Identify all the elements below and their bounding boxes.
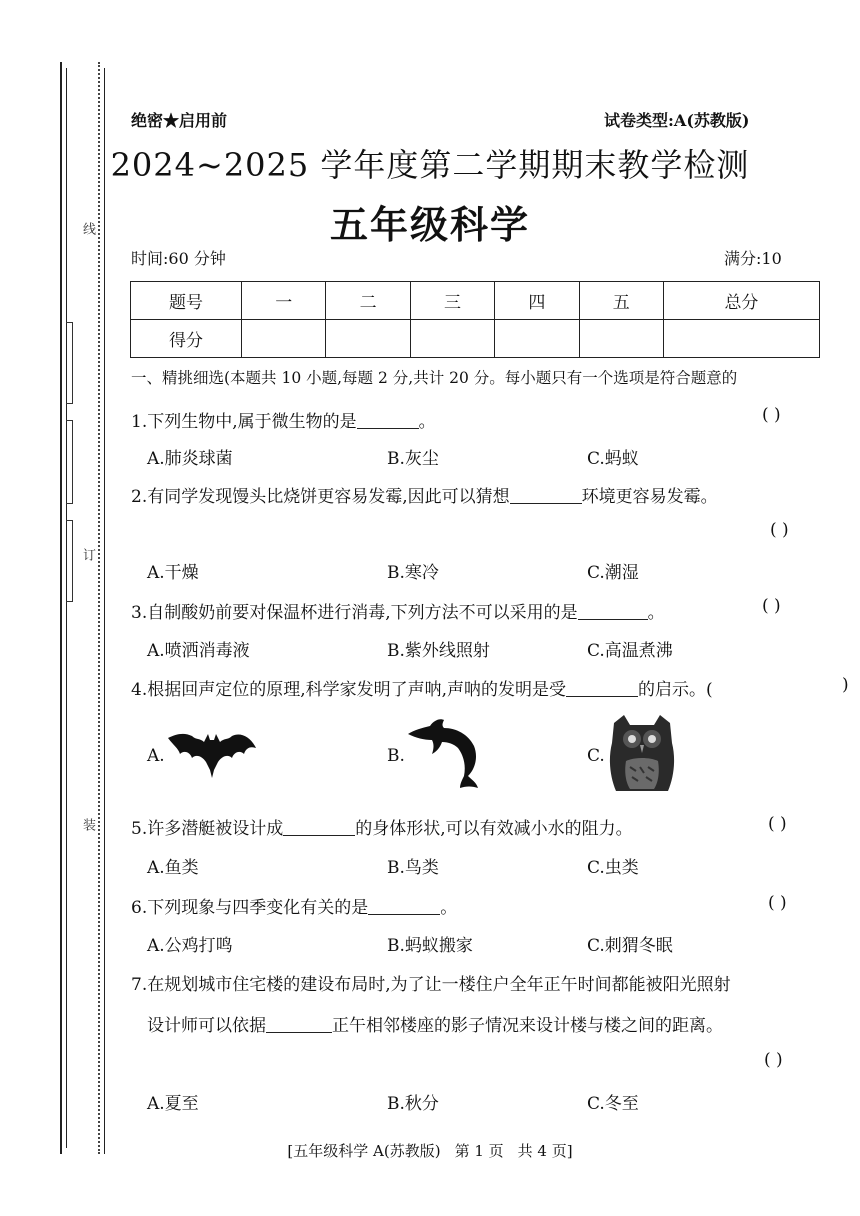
table-cell: 得分 [131, 320, 242, 358]
option-c[interactable]: C.潮湿 [587, 563, 639, 583]
table-cell: 题号 [131, 282, 242, 320]
question-stem-end: 正午相邻楼座的影子情况来设计楼与楼之间的距离。 [332, 1016, 723, 1036]
table-cell: 五 [579, 282, 663, 320]
owl-image[interactable] [606, 713, 678, 793]
question-6 [131, 893, 457, 918]
answer-blank[interactable] [510, 486, 582, 504]
option-a[interactable]: A.肺炎球菌 [147, 449, 233, 469]
score-input-cell[interactable] [410, 320, 494, 358]
option-b[interactable]: B.灰尘 [387, 449, 439, 469]
question-stem-end: 的启示。( [638, 680, 713, 700]
exam-title: 2024~2025 学年度第二学期期末教学检测 [110, 146, 750, 184]
option-c[interactable]: C.高温煮沸 [587, 641, 673, 661]
answer-parentheses[interactable]: ( ) [762, 596, 781, 616]
question-1 [131, 407, 436, 432]
paper-type: 试卷类型:A(苏教版) [604, 111, 750, 130]
score-input-cell[interactable] [663, 320, 819, 358]
option-b[interactable]: B. [387, 746, 405, 766]
option-a[interactable]: A.公鸡打鸣 [147, 936, 233, 956]
question-stem-end: 。 [647, 603, 665, 623]
question-3 [131, 598, 665, 623]
question-stem-end: 。 [440, 898, 458, 918]
footer-subject: [五年级科学 A(苏教版) [287, 1142, 441, 1160]
option-c[interactable]: C.刺猬冬眠 [587, 936, 673, 956]
option-c[interactable]: C.蚂蚁 [587, 449, 639, 469]
answer-parentheses[interactable]: ( ) [768, 893, 787, 913]
question-5 [131, 814, 633, 839]
binding-bracket [66, 322, 73, 404]
option-b[interactable]: B.紫外线照射 [387, 641, 490, 661]
exam-time: 时间:60 分钟 [131, 249, 226, 268]
section-heading: 一、精挑细选(本题共 10 小题,每题 2 分,共计 20 分。每小题只有一个选项是符合题意的 [131, 369, 738, 387]
answer-parentheses[interactable]: ) [842, 675, 849, 695]
binding-label: 装 [80, 818, 95, 831]
table-cell: 四 [495, 282, 579, 320]
question-stem: 1.下列生物中,属于微生物的是 [131, 412, 357, 432]
answer-blank[interactable] [368, 897, 440, 915]
question-stem: 3.自制酸奶前要对保温杯进行消毒,下列方法不可以采用的是 [131, 603, 578, 623]
answer-blank[interactable] [283, 818, 355, 836]
answer-parentheses[interactable]: ( ) [764, 1050, 783, 1070]
question-4 [131, 675, 713, 700]
answer-blank[interactable] [266, 1015, 332, 1033]
answer-parentheses[interactable]: ( ) [770, 520, 789, 540]
score-input-cell[interactable] [326, 320, 410, 358]
question-2 [131, 482, 718, 507]
table-row [131, 282, 820, 320]
question-7-line-2 [147, 1011, 723, 1036]
table-cell: 三 [410, 282, 494, 320]
question-stem-end: 环境更容易发霉。 [581, 487, 718, 507]
table-cell: 总分 [663, 282, 819, 320]
answer-blank[interactable] [578, 602, 648, 620]
binding-label: 订 [80, 548, 95, 561]
score-input-cell[interactable] [242, 320, 326, 358]
footer-page-number: 第 1 页 [454, 1142, 504, 1160]
question-stem: 4.根据回声定位的原理,科学家发明了声呐,声呐的发明是受 [131, 680, 567, 700]
bat-image[interactable] [166, 726, 258, 780]
score-input-cell[interactable] [495, 320, 579, 358]
table-cell: 二 [326, 282, 410, 320]
table-cell: 一 [242, 282, 326, 320]
secret-mark: 绝密★启用前 [131, 111, 228, 130]
subject-title: 五年级科学 [329, 203, 530, 247]
option-a[interactable]: A. [147, 746, 165, 766]
binding-bracket [66, 420, 73, 504]
footer-page-total: 共 4 页] [517, 1142, 573, 1160]
option-a[interactable]: A.喷洒消毒液 [147, 641, 250, 661]
option-a[interactable]: A.干燥 [147, 563, 199, 583]
table-row [131, 320, 820, 358]
question-stem: 6.下列现象与四季变化有关的是 [131, 898, 369, 918]
option-a[interactable]: A.夏至 [147, 1094, 199, 1114]
answer-blank[interactable] [566, 679, 638, 697]
option-c[interactable]: C.冬至 [587, 1094, 639, 1114]
option-c[interactable]: C. [587, 746, 605, 766]
question-stem: 2.有同学发现馒头比烧饼更容易发霉,因此可以猜想 [131, 487, 510, 507]
score-input-cell[interactable] [579, 320, 663, 358]
dolphin-image[interactable] [404, 716, 480, 790]
question-stem-end: 。 [418, 412, 436, 432]
question-7 [131, 970, 821, 995]
answer-parentheses[interactable]: ( ) [768, 814, 787, 834]
full-score: 满分:10 [724, 249, 782, 268]
score-table [130, 281, 820, 358]
option-b[interactable]: B.秋分 [387, 1094, 439, 1114]
question-stem: 7.在规划城市住宅楼的建设布局时,为了让一楼住户全年正午时间都能被阳光照射 [131, 975, 731, 995]
option-b[interactable]: B.蚂蚁搬家 [387, 936, 473, 956]
question-stem-end: 的身体形状,可以有效减小水的阻力。 [355, 819, 633, 839]
binding-label: 线 [80, 222, 95, 235]
binding-bracket [66, 520, 73, 602]
option-c[interactable]: C.虫类 [587, 858, 639, 878]
option-b[interactable]: B.鸟类 [387, 858, 439, 878]
question-stem: 5.许多潜艇被设计成 [131, 819, 284, 839]
option-a[interactable]: A.鱼类 [147, 858, 199, 878]
page-footer [0, 1140, 860, 1161]
question-stem: 设计师可以依据 [147, 1016, 266, 1036]
option-b[interactable]: B.寒冷 [387, 563, 439, 583]
answer-blank[interactable] [357, 411, 419, 429]
answer-parentheses[interactable]: ( ) [762, 405, 781, 425]
